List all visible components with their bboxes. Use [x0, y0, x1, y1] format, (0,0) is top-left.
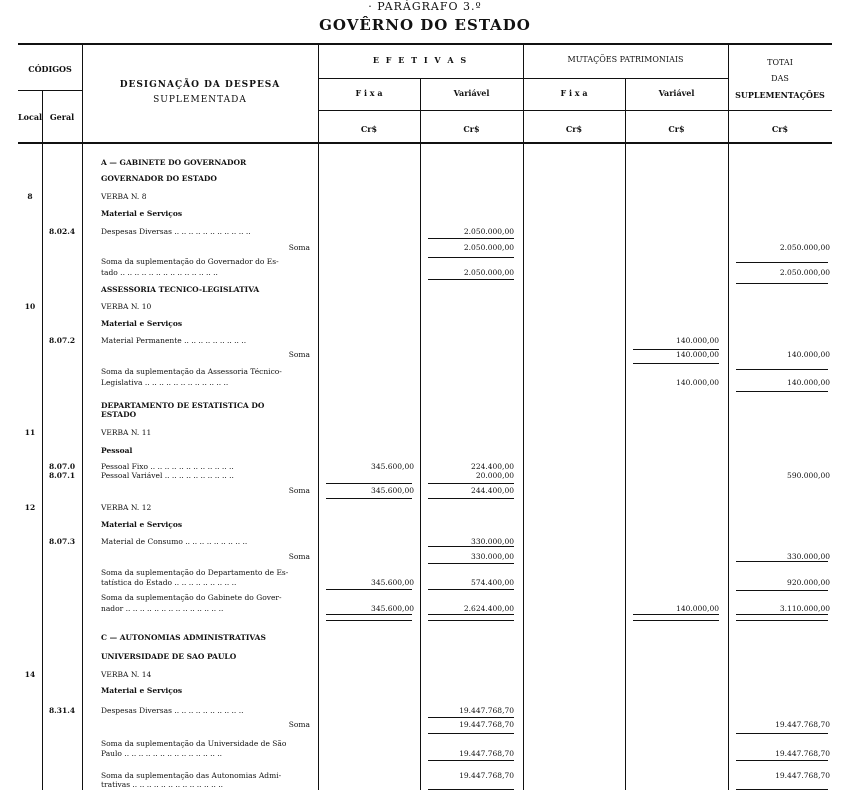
row-geral-code: 8.07.0: [48, 462, 76, 471]
row-value-var: 574.400,00: [471, 578, 514, 587]
row-value-fixa: 345.600,00: [371, 604, 414, 613]
col-divider-efixa: [420, 78, 421, 790]
row-value-mvar: 140.000,00: [676, 604, 719, 613]
row-description: Material e Serviços: [101, 209, 183, 218]
row-value-total: 920.000,00: [787, 578, 830, 587]
sum-rule: [326, 614, 412, 615]
row-value-var: 2.624.400,00: [463, 604, 514, 613]
row-local-code: 8: [27, 192, 33, 201]
row-description: Soma da suplementação da Assessoria Técnico-: [101, 367, 282, 376]
row-value-var: 330.000,00: [471, 552, 514, 561]
header-suplementada: SUPLEMENTADA: [153, 95, 247, 105]
row-value-var: 2.050.000,00: [463, 243, 514, 252]
sum-rule: [736, 620, 828, 621]
row-value-var: 330.000,00: [471, 537, 514, 546]
header-fixa-efetivas: F i x a: [355, 88, 383, 98]
sum-rule: [736, 561, 828, 562]
sum-rule: [428, 789, 514, 790]
row-description: Material e Serviços: [101, 319, 183, 328]
row-value-total: 2.050.000,00: [779, 268, 830, 277]
row-local-code: 11: [24, 428, 36, 437]
header-designacao: DESIGNAÇÃO DA DESPESA: [119, 80, 281, 90]
sum-rule: [428, 563, 514, 564]
row-geral-code: 8.07.1: [48, 471, 76, 480]
col-divider-evar: [523, 45, 524, 790]
row-value-total: 590.000,00: [787, 471, 830, 480]
row-value-var: 19.447.768,70: [459, 706, 514, 715]
sum-rule: [736, 733, 828, 734]
sum-rule: [428, 257, 514, 258]
header-fixa-mutacoes: F i x a: [560, 88, 588, 98]
sum-rule: [428, 717, 514, 718]
row-value-total: 19.447.768,70: [775, 720, 830, 729]
table-top-rule: [18, 43, 832, 45]
row-description: DEPARTAMENTO DE ESTATISTICA DO: [101, 401, 265, 410]
header-efetivas: E F E T I V A S: [372, 55, 469, 65]
row-description: Soma: [288, 243, 310, 252]
row-description: Soma da suplementação da Universidade de São: [101, 739, 287, 748]
row-description: tatística do Estado .. .. .. .. .. .. .. .. ..: [101, 578, 237, 587]
row-description: Material e Serviços: [101, 520, 183, 529]
header-variavel-mutacoes: Variável: [658, 88, 695, 98]
row-description: GOVERNADOR DO ESTADO: [101, 174, 217, 183]
row-value-var: 2.050.000,00: [463, 227, 514, 236]
row-description: VERBA N. 8: [101, 192, 147, 201]
sum-rule: [633, 363, 719, 364]
row-description: Soma: [288, 552, 310, 561]
row-value-var: 19.447.768,70: [459, 720, 514, 729]
sum-rule: [428, 760, 514, 761]
sum-rule: [326, 498, 412, 499]
row-description: Soma da suplementação do Governador do Es-: [101, 257, 279, 266]
sum-rule: [326, 620, 412, 621]
row-description: VERBA N. 11: [101, 428, 152, 437]
sum-rule: [633, 614, 719, 615]
sum-rule: [736, 590, 828, 591]
sum-rule: [428, 589, 514, 590]
section-label: · PARÁGRAFO 3.º: [368, 0, 482, 13]
sum-rule: [428, 279, 514, 280]
sum-rule: [736, 789, 828, 790]
row-value-total: 140.000,00: [787, 378, 830, 387]
row-local-code: 10: [24, 302, 36, 311]
row-local-code: 14: [24, 670, 36, 679]
header-total-2: DAS: [771, 74, 789, 83]
row-value-fixa: 345.600,00: [371, 462, 414, 471]
sum-rule: [428, 546, 514, 547]
row-value-total: 19.447.768,70: [775, 771, 830, 780]
row-description: ESTADO: [101, 410, 137, 419]
row-value-var: 224.400,00: [471, 462, 514, 471]
row-description: Soma: [288, 486, 310, 495]
row-geral-code: 8.07.3: [48, 537, 76, 546]
row-description: Pessoal: [101, 446, 133, 455]
sum-rule: [428, 620, 514, 621]
row-geral-code: 8.31.4: [48, 706, 76, 715]
row-description: Pessoal Variável .. .. .. .. .. .. .. .. .. ..: [101, 471, 234, 480]
row-value-var: 2.050.000,00: [463, 268, 514, 277]
row-value-total: 3.110.000,00: [779, 604, 830, 613]
row-description: VERBA N. 14: [101, 670, 152, 679]
header-local: Local: [18, 112, 43, 122]
sum-rule: [428, 733, 514, 734]
row-description: Soma da suplementação das Autonomias Admi-: [101, 771, 282, 780]
page-title: GOVÊRNO DO ESTADO: [319, 16, 531, 34]
row-value-total: 19.447.768,70: [775, 749, 830, 758]
row-description: Pessoal Fixo .. .. .. .. .. .. .. .. .. .. .. ..: [101, 462, 234, 471]
row-description: Soma: [288, 720, 310, 729]
sum-rule: [736, 391, 828, 392]
row-description: Material de Consumo .. .. .. .. .. .. .. .. ..: [101, 537, 248, 546]
col-divider-mvar: [728, 45, 729, 790]
sum-rule: [428, 483, 514, 484]
header-currency-rule: [318, 110, 832, 111]
row-description: nador .. .. .. .. .. .. .. .. .. .. .. .. .. ..: [101, 604, 224, 613]
sum-rule: [428, 238, 514, 239]
row-description: Soma da suplementação do Departamento de Es-: [101, 568, 289, 577]
row-description: UNIVERSIDADE DE SAO PAULO: [101, 652, 237, 661]
col-divider-geral: [82, 45, 83, 790]
row-description: C — AUTONOMIAS ADMINISTRATIVAS: [101, 633, 266, 642]
header-mutacoes: MUTAÇÕES PATRIMONIAIS: [567, 55, 684, 64]
row-description: A — GABINETE DO GOVERNADOR: [101, 158, 247, 167]
header-total-1: TOTAI: [767, 58, 793, 67]
currency-mvar: Cr$: [668, 124, 685, 134]
currency-total: Cr$: [771, 124, 789, 134]
sum-rule: [736, 262, 828, 263]
sum-rule: [326, 483, 412, 484]
row-value-mvar: 140.000,00: [676, 378, 719, 387]
row-description: VERBA N. 12: [101, 503, 152, 512]
row-description: Despesas Diversas .. .. .. .. .. .. .. .. .. .. ..: [101, 227, 251, 236]
row-description: Material e Serviços: [101, 686, 183, 695]
col-divider-desc: [318, 45, 319, 790]
header-subrule: [318, 78, 728, 79]
row-description: tado .. .. .. .. .. .. .. .. .. .. .. .. .. ..: [101, 268, 218, 277]
header-codigos: CÓDIGOS: [28, 64, 72, 74]
row-description: ASSESSORIA TECNICO-LEGISLATIVA: [101, 285, 260, 294]
row-value-total: 330.000,00: [787, 552, 830, 561]
header-total-3: SUPLEMENTAÇÕES: [735, 90, 825, 100]
row-value-total: 140.000,00: [787, 350, 830, 359]
row-value-var: 19.447.768,70: [459, 771, 514, 780]
sum-rule: [633, 349, 719, 350]
sum-rule: [428, 614, 514, 615]
col-divider-local: [42, 90, 43, 790]
row-value-fixa: 345.600,00: [371, 578, 414, 587]
sum-rule: [736, 283, 828, 284]
row-geral-code: 8.02.4: [48, 227, 76, 236]
row-value-var: 19.447.768,70: [459, 749, 514, 758]
row-description: VERBA N. 10: [101, 302, 152, 311]
row-description: Material Permanente .. .. .. .. .. .. .. .. ..: [101, 336, 247, 345]
row-description: Legislativa .. .. .. .. .. .. .. .. .. .. .. ..: [101, 378, 229, 387]
row-value-total: 2.050.000,00: [779, 243, 830, 252]
sum-rule: [736, 369, 828, 370]
row-value-mvar: 140.000,00: [676, 350, 719, 359]
currency-mfixa: Cr$: [565, 124, 583, 134]
currency-efixa: Cr$: [360, 124, 378, 134]
header-geral: Geral: [49, 112, 75, 122]
sum-rule: [736, 760, 828, 761]
row-value-fixa: 345.600,00: [371, 486, 414, 495]
col-divider-mfixa: [625, 78, 626, 790]
row-description: Paulo .. .. .. .. .. .. .. .. .. .. .. .. .. ..: [101, 749, 223, 758]
sum-rule: [428, 498, 514, 499]
sum-rule: [736, 614, 828, 615]
row-value-var: 244.400,00: [471, 486, 514, 495]
row-description: Soma da suplementação do Gabinete do Gover-: [101, 593, 282, 602]
currency-evar: Cr$: [463, 124, 480, 134]
header-codes-rule: [18, 90, 82, 91]
row-local-code: 12: [24, 503, 36, 512]
sum-rule: [633, 620, 719, 621]
row-value-var: 20.000,00: [475, 471, 514, 480]
sum-rule: [326, 589, 412, 590]
header-variavel-efetivas: Variável: [453, 88, 490, 98]
row-description: trativas .. .. .. .. .. .. .. .. .. .. .. .. ..: [101, 780, 224, 789]
row-geral-code: 8.07.2: [48, 336, 76, 345]
row-value-mvar: 140.000,00: [676, 336, 719, 345]
row-description: Soma: [288, 350, 310, 359]
row-description: Despesas Diversas .. .. .. .. .. .. .. .. .. ..: [101, 706, 244, 715]
header-bottom-rule: [18, 142, 832, 144]
